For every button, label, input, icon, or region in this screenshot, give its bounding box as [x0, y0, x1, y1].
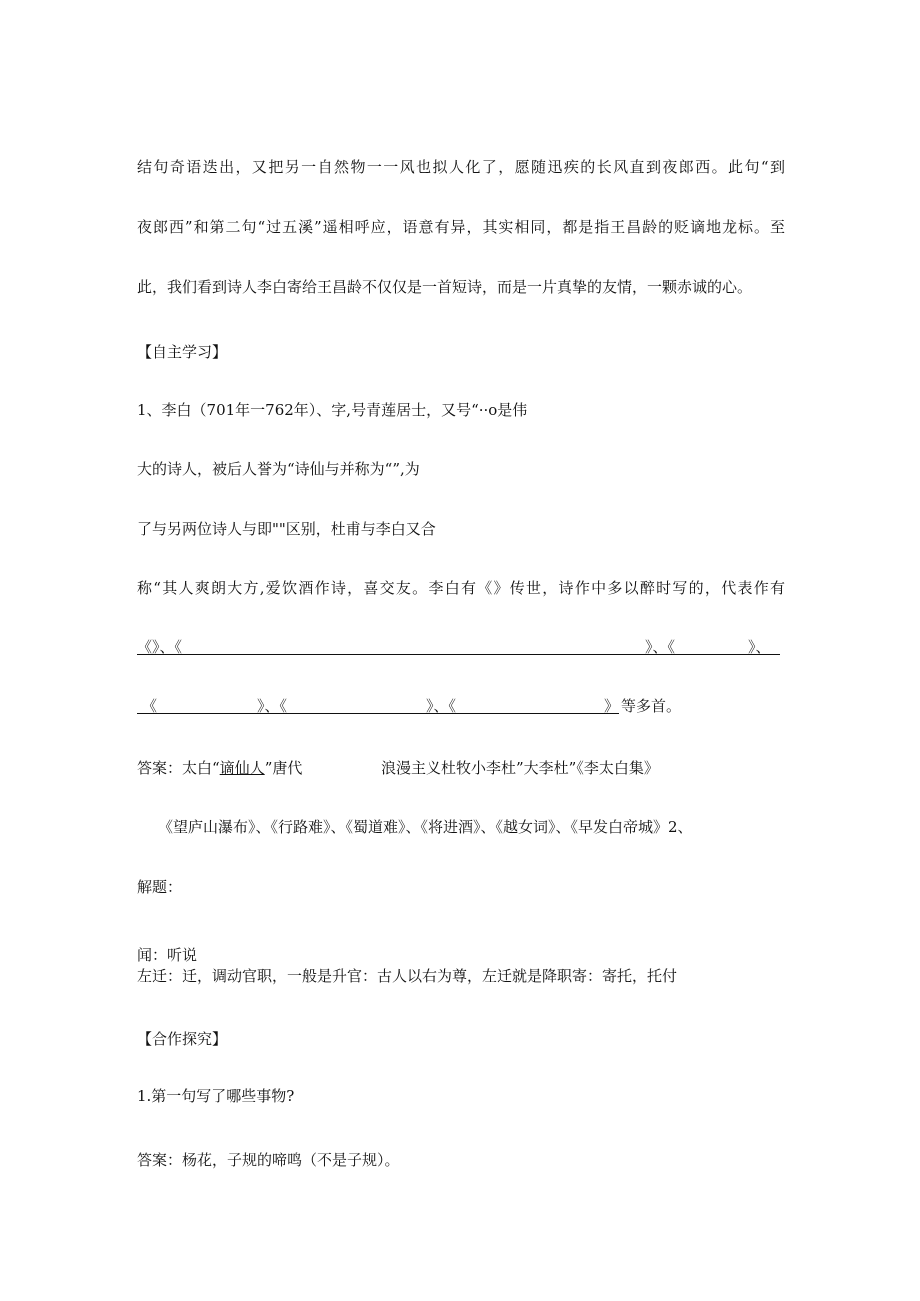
- blank-suffix: 等多首。: [621, 697, 682, 715]
- gloss-zuoqian: 左迁：迁，调动官职，一般是升官：古人以右为尊，左迁就是降职寄：寄托，托付: [137, 967, 678, 985]
- blank-7-close: 》: [604, 697, 620, 715]
- coop-a1: 答案：杨花，子规的啼鸣（不是子规）。: [137, 1151, 400, 1169]
- heading-coop: 【合作探究】: [137, 1030, 228, 1048]
- blank-2-sep: 》、《: [645, 638, 676, 656]
- gloss-wen: 闻：听说: [137, 946, 198, 964]
- heading-self-study: 【自主学习】: [137, 343, 228, 361]
- answer-underlined: 谪仙人: [219, 759, 265, 777]
- answer-works: 《望庐山瀑布》、《行路难》、《蜀道难》、《将进酒》、《越女词》、《早发白帝城》2、: [158, 818, 693, 836]
- answer-rest: 浪漫主义杜牧小李杜”大李杜”《李太白集》: [381, 759, 659, 777]
- q1-line-2: 大的诗人，被后人誉为“诗仙与并称为“”,为: [137, 460, 420, 478]
- answer-prefix: 答案：太白“: [137, 759, 220, 777]
- intro-line-2: 夜郎西”和第二句“过五溪”遥相呼应，语意有异，其实相同，都是指王昌龄的贬谪地龙标。至: [137, 218, 785, 236]
- blank-underline-row-2: [137, 713, 619, 714]
- blank-4-open: 《: [142, 697, 158, 715]
- coop-q1: 1.第一句写了哪些事物?: [137, 1087, 295, 1105]
- q1-line-4: 称“其人爽朗大方,爱饮酒作诗，喜交友。李白有《》传世，诗作中多以醉时写的，代表作有: [137, 579, 785, 597]
- blank-underline-row-1: [137, 654, 780, 655]
- blank-6-sep: 》、《: [426, 697, 457, 715]
- q1-line-3: 了与另两位诗人与即""区别，杜甫与李白又合: [137, 520, 436, 538]
- intro-line-1: 结句奇语迭出，又把另一自然物一一风也拟人化了，愿随迅疾的长风直到夜郎西。此句“到: [137, 158, 785, 176]
- blank-3-close: 》、: [748, 638, 771, 656]
- answer-mid: ”唐代: [264, 759, 303, 777]
- blank-5-sep: 》、《: [257, 697, 288, 715]
- answer-1: [137, 758, 302, 778]
- blank-1-open: 《》、《: [137, 638, 183, 656]
- q1-line-1: 1、李白（701年一762年）、字,号青莲居士，又号“··o是伟: [137, 401, 528, 419]
- intro-line-3: 此，我们看到诗人李白寄给王昌龄不仅仅是一首短诗，而是一片真挚的友情，一颗赤诚的心。: [137, 278, 753, 296]
- q2-title: 解题：: [137, 878, 183, 896]
